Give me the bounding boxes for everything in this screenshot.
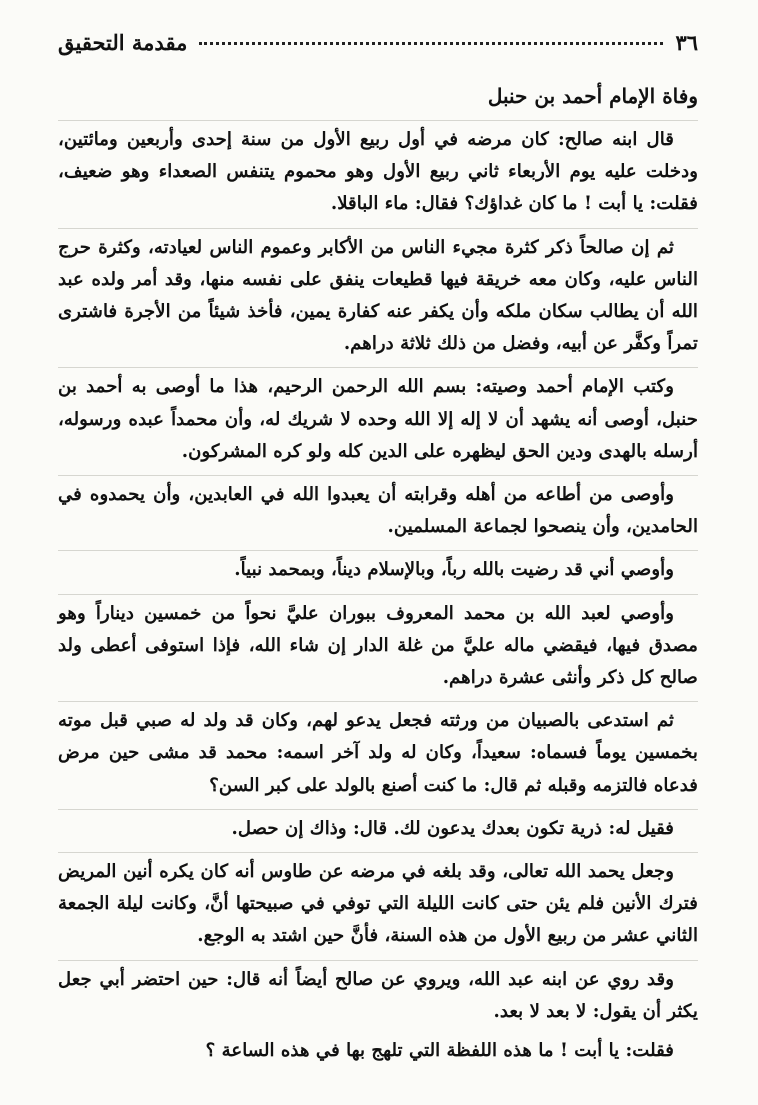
paragraph: فقلت: يا أبت ! ما هذه اللفظة التي تلهج بها في هذه الساعة ؟	[205, 1040, 674, 1062]
leader-dots	[199, 42, 663, 45]
paragraph: وكتب الإمام أحمد وصيته: بسم الله الرحمن الرحيم، هذا ما أوصى به أحمد بن حنبل، أوصى أنه يشهد أن لا إله إلا الله وحده لا شريك له، وأن محمداً عبده ورسوله، أرسله بالهدى ودين الحق ليظهره على الدين كله ولو كره المشركون.	[58, 367, 698, 468]
paragraph: قال ابنه صالح: كان مرضه في أول ربيع الأول من سنة إحدى وأربعين ومائتين، ودخلت عليه يوم الأربعاء ثاني ربيع الأول وهو محموم يتنفس الصعداء وهو ضعيف، فقلت: يا أبت ! ما كان غداؤك؟ فقال: ماء الباقلا.	[58, 120, 698, 221]
running-title: مقدمة التحقيق	[58, 30, 188, 55]
paragraph: وأوصي أني قد رضيت بالله رباً، وبالإسلام ديناً، وبمحمد نبياً.	[58, 550, 698, 586]
page-number: ٣٦	[675, 30, 698, 55]
section-title: وفاة الإمام أحمد بن حنبل	[487, 84, 698, 108]
paragraph: ثم استدعى بالصبيان من ورثته فجعل يدعو لهم، وكان قد ولد له صبي قبل موته بخمسين يوماً فسماه: سعيداً، وكان له ولد آخر اسمه: محمد قد مشى حين مرض فدعاه فالتزمه وقبله ثم قال: ما كنت أصنع بالولد على كبر السن؟	[58, 701, 698, 802]
running-header	[58, 30, 698, 68]
paragraph: وأوصى من أطاعه من أهله وقرابته أن يعبدوا الله في العابدين، وأن يحمدوه في الحامدين، وأن ينصحوا لجماعة المسلمين.	[58, 475, 698, 543]
paragraph: وجعل يحمد الله تعالى، وقد بلغه في مرضه عن طاوس أنه كان يكره أنين المريض فترك الأنين فلم يئن حتى كانت الليلة التي توفي في صبيحتها أنَّ، وكانت ليلة الجمعة الثاني عشر من ربيع الأول من هذه السنة، فأنَّ حين اشتد به الوجع.	[58, 852, 698, 953]
paragraph: وأوصي لعبد الله بن محمد المعروف ببوران عليَّ نحواً من خمسين ديناراً وهو مصدق فيها، فيقضي ماله عليَّ من غلة الدار إن شاء الله، فإذا استوفى أعطى ولد صالح كل ذكر وأنثى عشرة دراهم.	[58, 594, 698, 695]
paragraph: فقيل له: ذرية تكون بعدك يدعون لك. قال: وذاك إن حصل.	[58, 809, 698, 845]
paragraph: وقد روي عن ابنه عبد الله، ويروي عن صالح أيضاً أنه قال: حين احتضر أبي جعل يكثر أن يقول: لا بعد لا بعد.	[58, 960, 698, 1028]
paragraph: ثم إن صالحاً ذكر كثرة مجيء الناس من الأكابر وعموم الناس لعيادته، وكثرة حرج الناس عليه، وكان معه خريقة فيها قطيعات ينفق على نفسه منها، وقد أمر ولده عبد الله أن يطالب سكان ملكه وأن يكفر عنه كفارة يمين، فأخذ شيئاً من الأجرة فاشترى تمراً وكفَّر عن أبيه، وفضل من ذلك ثلاثة دراهم.	[58, 228, 698, 361]
document-page	[58, 30, 698, 1074]
